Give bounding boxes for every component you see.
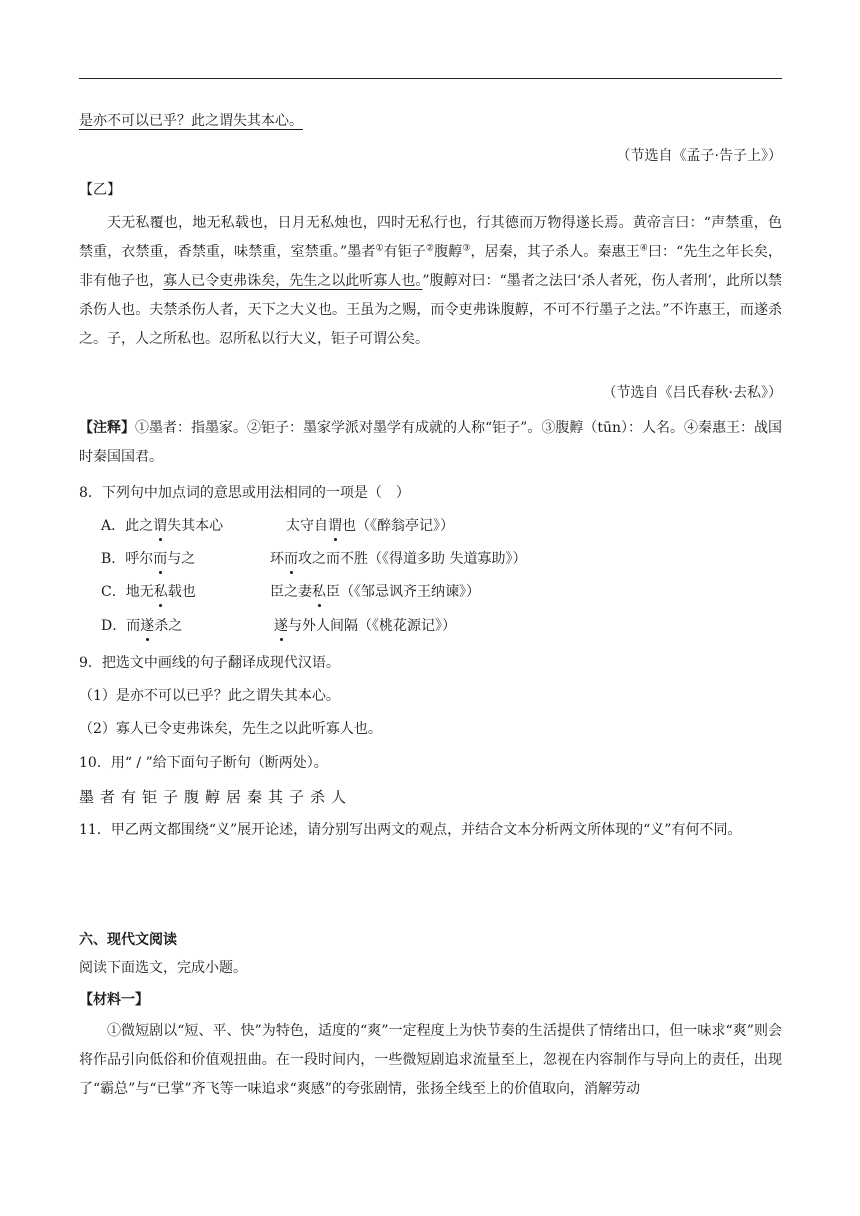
q8-option-a-compare: 太守自谓也（《醉翁亭记》） xyxy=(286,518,454,534)
underlined-sentence: 是亦不可以已乎？此之谓失其本心。 xyxy=(79,113,303,129)
q8-option-b-compare: 环而攻之而不胜（《得道多助 失道寡助》） xyxy=(270,551,527,567)
q11-stem: 11．甲乙两文都围绕“义”展开论述，请分别写出两文的观点，并结合文本分析两文所体现的“义”有何不同。 xyxy=(79,822,742,838)
material-one-label: 【材料一】 xyxy=(79,992,149,1008)
q9-stem: 9．把选文中画线的句子翻译成现代汉语。 xyxy=(79,655,340,671)
yi-passage: 天无私覆也，地无私载也，日月无私烛也，四时无私行也，行其德而万物得遂长焉。黄帝言曰：“声禁重，色禁重，衣禁重，香禁重，味禁重，室禁重。”墨者①有钜子②腹䵍③，居秦，其子杀人。秦惠王④曰：“先生之年长矣，非有他子也，寡人已令吏弗诛矣，先生之以此听寡人也。”腹䵍对曰：“墨者之法曰‘杀人者死，伤人者刑’，此所以禁杀伤人也。夫禁杀伤人者，天下之大义也。王虽为之赐，而令吏弗诛腹䵍，不可不行墨子之法。”不许惠王，而遂杀之。子，人之所私也。忍所私以行大义，钜子可谓公矣。 xyxy=(79,215,783,347)
material-one-paragraph: ①微短剧以“短、平、快”为特色，适度的“爽”一定程度上为快节奏的生活提供了情绪出口，但一味求“爽”则会将作品引向低俗和价值观扭曲。在一段时间内，一些微短剧追求流量至上，忽视在内容制作与导向上的责任，出现了“霸总”与“已掌”齐飞等一味追求“爽感”的夸张剧情，张扬全线至上的价值取向，消解劳动 xyxy=(79,1023,782,1097)
source-jia: （节选自《孟子·告子上》） xyxy=(616,148,782,164)
underlined-sentence-2: 寡人已令吏弗诛矣，先生之以此听寡人也。 xyxy=(163,273,423,289)
q8-option-c-compare: 臣之妻私臣（《邹忌讽齐王纳谏》） xyxy=(270,584,480,600)
q8-option-a: A．此之谓失其本心 xyxy=(101,518,224,534)
notes-label: 【注释】 xyxy=(79,420,136,436)
source-yi: （节选自《吕氏春秋·去私》） xyxy=(602,385,782,401)
notes xyxy=(79,414,782,472)
q9-item-1: （1）是亦不可以已乎？此之谓失其本心。 xyxy=(79,688,340,704)
q8-option-d-compare: 遂与外人间隔（《桃花源记》） xyxy=(274,618,456,634)
header-rule xyxy=(79,78,782,79)
section6-instruction: 阅读下面选文，完成小题。 xyxy=(79,960,247,976)
jia-last-line xyxy=(79,111,782,131)
q10-stem: 10．用“ / ”给下面句子断句（断两处）。 xyxy=(79,755,328,771)
q8-stem: 8．下列句中加点词的意思或用法相同的一项是（ ） xyxy=(79,485,410,501)
q9-item-2: （2）寡人已令吏弗诛矣，先生之以此听寡人也。 xyxy=(79,721,382,737)
q8-option-c: C．地无私载也 xyxy=(101,584,196,600)
q8-option-d: D．而遂杀之 xyxy=(101,618,183,634)
q10-sentence: 墨者有钜子腹䵍居秦其子杀人 xyxy=(79,788,353,806)
q8-option-b: B．呼尔而与之 xyxy=(101,551,196,567)
yi-label: 【乙】 xyxy=(79,182,121,198)
section6-title: 六、现代文阅读 xyxy=(79,932,177,948)
notes-text: ①墨者：指墨家。②钜子：墨家学派对墨学有成就的人称“钜子”。③腹䵍（tūn）：人名。④秦惠王：战国时秦国国君。 xyxy=(79,420,783,465)
